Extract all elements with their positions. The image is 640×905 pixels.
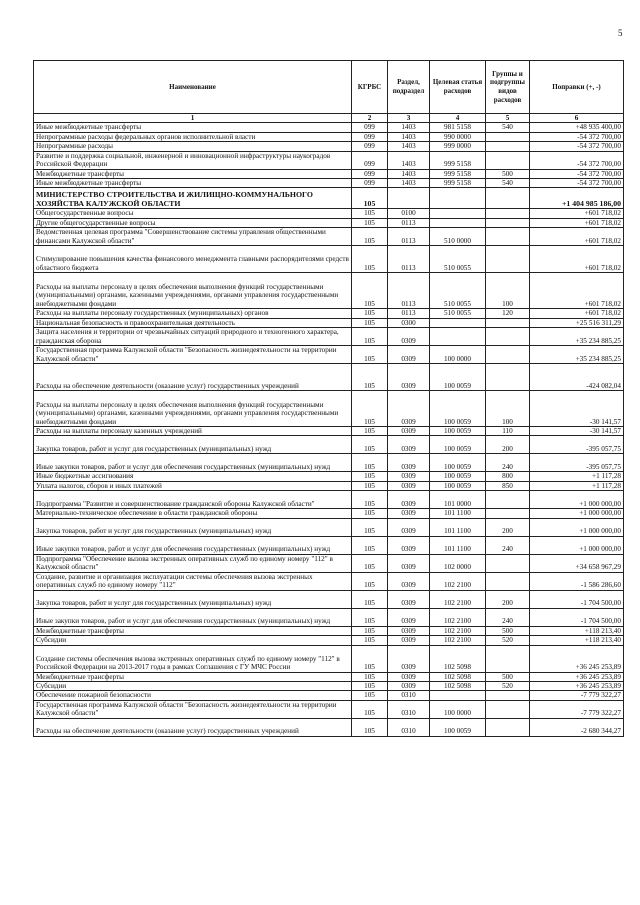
row-section: 1403 xyxy=(388,132,430,141)
row-name: Межбюджетные трансферты xyxy=(34,626,352,635)
header-ktrbs: КГРБС xyxy=(352,61,388,114)
table-row xyxy=(34,672,624,681)
row-name: Другие общегосударственные вопросы xyxy=(34,218,352,227)
row-group xyxy=(486,228,530,246)
row-amount: +1 000 000,00 xyxy=(530,509,624,518)
row-name: Закупка товаров, работ и услуг для государственных (муниципальных) нужд xyxy=(34,436,352,454)
table-header-row xyxy=(34,61,624,114)
row-ktrbs: 105 xyxy=(352,718,388,736)
table-row xyxy=(34,518,624,536)
table-row xyxy=(34,491,624,509)
table-row xyxy=(34,718,624,736)
row-amount: +601 718,02 xyxy=(530,209,624,218)
row-ktrbs: 105 xyxy=(352,472,388,481)
row-target: 102 5098 xyxy=(430,672,486,681)
row-amount: +1 117,28 xyxy=(530,481,624,490)
table-row xyxy=(34,454,624,472)
row-section: 0309 xyxy=(388,472,430,481)
row-section: 1403 xyxy=(388,123,430,132)
row-amount: -54 372 700,00 xyxy=(530,151,624,169)
table-row xyxy=(34,626,624,635)
row-ktrbs: 099 xyxy=(352,142,388,151)
row-section: 0113 xyxy=(388,309,430,318)
row-target: 999 5158 xyxy=(430,179,486,188)
row-section: 0310 xyxy=(388,700,430,718)
row-target: 100 0059 xyxy=(430,454,486,472)
row-name: Создание системы обеспечения вызова экстренных оперативных служб по единому номеру "112" в Российской Федерации на 2013-2017 годы в рамках Соглашения с ГУ МЧС России xyxy=(34,645,352,672)
row-ktrbs: 105 xyxy=(352,681,388,690)
row-name: Уплата налогов, сборов и иных платежей xyxy=(34,481,352,490)
table-row xyxy=(34,509,624,518)
row-amount: +36 245 253,89 xyxy=(530,645,624,672)
column-number: 5 xyxy=(486,114,530,123)
row-target: 101 1100 xyxy=(430,518,486,536)
row-ktrbs: 105 xyxy=(352,346,388,364)
row-name: Закупка товаров, работ и услуг для государственных (муниципальных) нужд xyxy=(34,590,352,608)
table-row xyxy=(34,427,624,436)
row-name: Подпрограмма "Обеспечение вызова экстренных оперативных служб по единому номеру "112" в Калужской области" xyxy=(34,554,352,572)
row-section: 0309 xyxy=(388,626,430,635)
row-name: Общегосударственные вопросы xyxy=(34,209,352,218)
row-amount: +601 718,02 xyxy=(530,246,624,273)
row-section: 0309 xyxy=(388,364,430,391)
row-section: 0113 xyxy=(388,246,430,273)
row-target: 102 2100 xyxy=(430,608,486,626)
row-section: 1403 xyxy=(388,179,430,188)
row-ktrbs: 105 xyxy=(352,536,388,554)
row-name: Закупка товаров, работ и услуг для государственных (муниципальных) нужд xyxy=(34,518,352,536)
row-group: 850 xyxy=(486,481,530,490)
row-name: Иные межбюджетные трансферты xyxy=(34,179,352,188)
row-section: 0310 xyxy=(388,691,430,700)
row-name: Расходы на выплаты персоналу в целях обеспечения выполнения функций государственными (муниципальными) органами, казенными учреждениями, органами управления государственными внебюджетными фондами xyxy=(34,273,352,309)
row-amount: -54 372 700,00 xyxy=(530,169,624,178)
table-row xyxy=(34,364,624,391)
row-amount: -7 779 322,27 xyxy=(530,700,624,718)
row-ktrbs: 105 xyxy=(352,672,388,681)
table-row xyxy=(34,318,624,327)
table-row xyxy=(34,691,624,700)
row-name: Расходы на обеспечение деятельности (оказание услуг) государственных учреждений xyxy=(34,718,352,736)
row-name: Развитие и поддержка социальной, инженерной и инновационной инфраструктуры наукоградов Российской Федерации xyxy=(34,151,352,169)
row-target: 100 0059 xyxy=(430,481,486,490)
row-amount: -54 372 700,00 xyxy=(530,142,624,151)
row-name: Государственная программа Калужской области "Безопасность жизнедеятельности на территории Калужской области" xyxy=(34,346,352,364)
row-name: Расходы на выплаты персоналу в целях обеспечения выполнения функций государственными (муниципальными) органами, казенными учреждениями, органами управления государственными внебюджетными фондами xyxy=(34,391,352,427)
table-row xyxy=(34,309,624,318)
table-row xyxy=(34,246,624,273)
row-target: 510 0000 xyxy=(430,228,486,246)
row-target: 102 5098 xyxy=(430,681,486,690)
table-row xyxy=(34,481,624,490)
row-section: 0309 xyxy=(388,681,430,690)
row-group: 540 xyxy=(486,179,530,188)
row-amount: -54 372 700,00 xyxy=(530,132,624,141)
table-row xyxy=(34,554,624,572)
row-name: Непрограммные расходы xyxy=(34,142,352,151)
row-group: 800 xyxy=(486,472,530,481)
row-ktrbs: 105 xyxy=(352,518,388,536)
column-number: 3 xyxy=(388,114,430,123)
table-row xyxy=(34,209,624,218)
row-name: Национальная безопасность и правоохранительная деятельность xyxy=(34,318,352,327)
row-ktrbs: 105 xyxy=(352,436,388,454)
row-name: МИНИСТЕРСТВО СТРОИТЕЛЬСТВА И ЖИЛИЩНО-КОММУНАЛЬНОГО ХОЗЯЙСТВА КАЛУЖСКОЙ ОБЛАСТИ xyxy=(34,188,352,209)
row-target: 100 0059 xyxy=(430,472,486,481)
row-amount: -7 779 322,27 xyxy=(530,691,624,700)
row-amount: +1 000 000,00 xyxy=(530,491,624,509)
row-group xyxy=(486,151,530,169)
table-row xyxy=(34,151,624,169)
row-amount: +48 935 400,00 xyxy=(530,123,624,132)
row-group xyxy=(486,188,530,209)
column-number: 1 xyxy=(34,114,352,123)
row-section: 1403 xyxy=(388,169,430,178)
row-group xyxy=(486,718,530,736)
header-amount: Поправки (+, -) xyxy=(530,61,624,114)
row-section: 0309 xyxy=(388,554,430,572)
row-group xyxy=(486,572,530,590)
table-row xyxy=(34,700,624,718)
row-group: 240 xyxy=(486,536,530,554)
row-target: 102 0000 xyxy=(430,554,486,572)
row-amount: -30 141,57 xyxy=(530,391,624,427)
column-number: 6 xyxy=(530,114,624,123)
row-amount: +36 245 253,89 xyxy=(530,672,624,681)
row-target: 102 2100 xyxy=(430,626,486,635)
row-group: 520 xyxy=(486,681,530,690)
row-name: Иные межбюджетные трансферты xyxy=(34,123,352,132)
row-name: Иные закупки товаров, работ и услуг для обеспечения государственных (муниципальных) нужд xyxy=(34,608,352,626)
row-group: 200 xyxy=(486,436,530,454)
row-name: Ведомственная целевая программа "Совершенствование системы управления общественными финансами Калужской области" xyxy=(34,228,352,246)
table-row xyxy=(34,142,624,151)
row-group: 100 xyxy=(486,391,530,427)
row-target xyxy=(430,328,486,346)
row-name: Субсидии xyxy=(34,636,352,645)
row-group: 500 xyxy=(486,169,530,178)
row-group xyxy=(486,246,530,273)
row-target: 981 5158 xyxy=(430,123,486,132)
row-name: Государственная программа Калужской области "Безопасность жизнедеятельности на территории Калужской области" xyxy=(34,700,352,718)
row-ktrbs: 099 xyxy=(352,151,388,169)
row-name: Защита населения и территории от чрезвычайных ситуаций природного и техногенного характера, гражданская оборона xyxy=(34,328,352,346)
row-section: 0300 xyxy=(388,318,430,327)
row-ktrbs: 105 xyxy=(352,691,388,700)
row-name: Непрограммные расходы федеральных органов исполнительной власти xyxy=(34,132,352,141)
row-ktrbs: 105 xyxy=(352,246,388,273)
row-ktrbs: 105 xyxy=(352,700,388,718)
row-section: 0309 xyxy=(388,590,430,608)
row-target xyxy=(430,209,486,218)
row-ktrbs: 105 xyxy=(352,391,388,427)
row-target: 102 2100 xyxy=(430,572,486,590)
table-row xyxy=(34,328,624,346)
row-group xyxy=(486,218,530,227)
row-section: 0309 xyxy=(388,518,430,536)
row-ktrbs: 105 xyxy=(352,364,388,391)
row-section: 0309 xyxy=(388,481,430,490)
row-amount: +35 234 885,25 xyxy=(530,328,624,346)
row-ktrbs: 105 xyxy=(352,590,388,608)
row-section: 0309 xyxy=(388,328,430,346)
row-ktrbs: 105 xyxy=(352,273,388,309)
header-target: Целевая статья расходов xyxy=(430,61,486,114)
row-group xyxy=(486,509,530,518)
row-group: 500 xyxy=(486,672,530,681)
table-row xyxy=(34,132,624,141)
row-amount: +1 404 985 186,00 xyxy=(530,188,624,209)
row-section: 1403 xyxy=(388,142,430,151)
row-ktrbs: 105 xyxy=(352,645,388,672)
row-ktrbs: 105 xyxy=(352,626,388,635)
row-section: 0113 xyxy=(388,273,430,309)
row-target: 990 0000 xyxy=(430,132,486,141)
row-amount: +1 117,28 xyxy=(530,472,624,481)
row-section: 0113 xyxy=(388,228,430,246)
row-section: 0309 xyxy=(388,427,430,436)
row-amount: +34 658 967,29 xyxy=(530,554,624,572)
table-row xyxy=(34,472,624,481)
row-name: Иные бюджетные ассигнования xyxy=(34,472,352,481)
table-row xyxy=(34,536,624,554)
row-name: Материально-техническое обеспечение в области гражданской обороны xyxy=(34,509,352,518)
table-row xyxy=(34,572,624,590)
table-row xyxy=(34,169,624,178)
row-target xyxy=(430,218,486,227)
row-section: 0310 xyxy=(388,718,430,736)
row-group xyxy=(486,318,530,327)
row-section: 0309 xyxy=(388,436,430,454)
row-name: Межбюджетные трансферты xyxy=(34,672,352,681)
column-number: 4 xyxy=(430,114,486,123)
row-ktrbs: 105 xyxy=(352,554,388,572)
row-group: 100 xyxy=(486,273,530,309)
row-target: 999 5158 xyxy=(430,151,486,169)
row-group: 200 xyxy=(486,518,530,536)
table-row xyxy=(34,123,624,132)
row-group xyxy=(486,132,530,141)
row-group xyxy=(486,346,530,364)
header-groups: Группы и подгруппы видов расходов xyxy=(486,61,530,114)
row-group: 500 xyxy=(486,626,530,635)
row-group xyxy=(486,209,530,218)
row-amount: +601 718,02 xyxy=(530,218,624,227)
row-target: 100 0000 xyxy=(430,346,486,364)
row-amount: +35 234 885,25 xyxy=(530,346,624,364)
row-group: 240 xyxy=(486,454,530,472)
row-amount: +1 000 000,00 xyxy=(530,518,624,536)
row-target: 510 0055 xyxy=(430,309,486,318)
row-group: 200 xyxy=(486,590,530,608)
row-amount: +118 213,40 xyxy=(530,626,624,635)
table-row xyxy=(34,636,624,645)
row-target: 510 0055 xyxy=(430,246,486,273)
row-name: Расходы на выплаты персоналу казенных учреждений xyxy=(34,427,352,436)
row-target xyxy=(430,318,486,327)
table-row xyxy=(34,218,624,227)
column-number-row xyxy=(34,114,624,123)
table-row xyxy=(34,608,624,626)
row-name: Стимулирование повышения качества финансового менеджмента главными распорядителями средств областного бюджета xyxy=(34,246,352,273)
row-section: 0309 xyxy=(388,608,430,626)
row-target: 101 1100 xyxy=(430,509,486,518)
row-group xyxy=(486,691,530,700)
row-ktrbs: 105 xyxy=(352,318,388,327)
row-target: 101 0000 xyxy=(430,491,486,509)
row-target: 100 0059 xyxy=(430,391,486,427)
row-amount: -2 680 344,27 xyxy=(530,718,624,736)
table-row xyxy=(34,346,624,364)
row-ktrbs: 099 xyxy=(352,132,388,141)
row-ktrbs: 105 xyxy=(352,454,388,472)
row-ktrbs: 099 xyxy=(352,123,388,132)
row-target: 999 5158 xyxy=(430,169,486,178)
page-number: 5 xyxy=(618,28,623,38)
row-section: 0309 xyxy=(388,636,430,645)
row-ktrbs: 105 xyxy=(352,491,388,509)
row-section: 0309 xyxy=(388,572,430,590)
row-section: 0113 xyxy=(388,218,430,227)
row-section: 0309 xyxy=(388,645,430,672)
row-section: 0309 xyxy=(388,672,430,681)
row-name: Межбюджетные трансферты xyxy=(34,169,352,178)
row-ktrbs: 105 xyxy=(352,481,388,490)
row-group: 540 xyxy=(486,123,530,132)
table-row xyxy=(34,590,624,608)
row-ktrbs: 105 xyxy=(352,427,388,436)
row-target: 510 0055 xyxy=(430,273,486,309)
column-number: 2 xyxy=(352,114,388,123)
row-name: Обеспечение пожарной безопасности xyxy=(34,691,352,700)
row-ktrbs: 105 xyxy=(352,228,388,246)
table-row xyxy=(34,391,624,427)
row-target: 999 0000 xyxy=(430,142,486,151)
row-target: 102 2100 xyxy=(430,590,486,608)
budget-amendments-table xyxy=(33,60,624,737)
row-section: 0309 xyxy=(388,454,430,472)
row-amount: -1 704 500,00 xyxy=(530,590,624,608)
row-amount: +118 213,40 xyxy=(530,636,624,645)
row-ktrbs: 105 xyxy=(352,509,388,518)
row-target: 100 0059 xyxy=(430,718,486,736)
header-name: Наименование xyxy=(34,61,352,114)
row-ktrbs: 105 xyxy=(352,309,388,318)
table-row xyxy=(34,273,624,309)
row-target xyxy=(430,691,486,700)
row-amount: -1 704 500,00 xyxy=(530,608,624,626)
row-name: Субсидии xyxy=(34,681,352,690)
row-group: 520 xyxy=(486,636,530,645)
row-name: Иные закупки товаров, работ и услуг для обеспечения государственных (муниципальных) нужд xyxy=(34,536,352,554)
row-group xyxy=(486,645,530,672)
row-amount: +601 718,02 xyxy=(530,309,624,318)
row-target: 102 5098 xyxy=(430,645,486,672)
row-section: 1403 xyxy=(388,151,430,169)
table-row xyxy=(34,645,624,672)
row-target: 101 1100 xyxy=(430,536,486,554)
row-amount: -424 082,04 xyxy=(530,364,624,391)
row-target: 100 0059 xyxy=(430,436,486,454)
row-group: 110 xyxy=(486,427,530,436)
row-target xyxy=(430,188,486,209)
row-section: 0100 xyxy=(388,209,430,218)
row-ktrbs: 105 xyxy=(352,636,388,645)
row-section: 0309 xyxy=(388,509,430,518)
header-section: Раздел, подраздел xyxy=(388,61,430,114)
row-amount: -395 057,75 xyxy=(530,454,624,472)
row-section: 0309 xyxy=(388,346,430,364)
row-ktrbs: 105 xyxy=(352,608,388,626)
row-ktrbs: 105 xyxy=(352,218,388,227)
table-row xyxy=(34,436,624,454)
row-amount: +1 000 000,00 xyxy=(530,536,624,554)
row-name: Расходы на выплаты персоналу государственных (муниципальных) органов xyxy=(34,309,352,318)
row-group: 120 xyxy=(486,309,530,318)
row-amount: -54 372 700,00 xyxy=(530,179,624,188)
table-row xyxy=(34,228,624,246)
row-amount: +601 718,02 xyxy=(530,228,624,246)
table-body xyxy=(34,123,624,736)
row-section xyxy=(388,188,430,209)
row-section: 0309 xyxy=(388,536,430,554)
row-amount: +601 718,02 xyxy=(530,273,624,309)
row-group xyxy=(486,328,530,346)
row-name: Иные закупки товаров, работ и услуг для обеспечения государственных (муниципальных) нужд xyxy=(34,454,352,472)
row-ktrbs: 105 xyxy=(352,209,388,218)
row-section: 0309 xyxy=(388,491,430,509)
row-target: 100 0059 xyxy=(430,427,486,436)
row-section: 0309 xyxy=(388,391,430,427)
row-amount: -1 586 286,60 xyxy=(530,572,624,590)
row-amount: -395 057,75 xyxy=(530,436,624,454)
table-row xyxy=(34,188,624,209)
row-name: Создание, развитие и организация эксплуатации системы обеспечения вызова экстренных оперативных служб по единому номеру "112" xyxy=(34,572,352,590)
row-group: 240 xyxy=(486,608,530,626)
row-target: 102 2100 xyxy=(430,636,486,645)
row-ktrbs: 105 xyxy=(352,572,388,590)
row-target: 100 0000 xyxy=(430,700,486,718)
row-group xyxy=(486,364,530,391)
table-row xyxy=(34,179,624,188)
row-group xyxy=(486,554,530,572)
table-row xyxy=(34,681,624,690)
row-ktrbs: 105 xyxy=(352,328,388,346)
row-ktrbs: 099 xyxy=(352,169,388,178)
row-amount: +25 516 311,29 xyxy=(530,318,624,327)
row-name: Подпрограмма "Развитие и совершенствование гражданской обороны Калужской области" xyxy=(34,491,352,509)
row-ktrbs: 105 xyxy=(352,188,388,209)
row-ktrbs: 099 xyxy=(352,179,388,188)
row-group xyxy=(486,700,530,718)
row-group xyxy=(486,142,530,151)
row-amount: +36 245 253,89 xyxy=(530,681,624,690)
row-group xyxy=(486,491,530,509)
row-target: 100 0059 xyxy=(430,364,486,391)
row-name: Расходы на обеспечение деятельности (оказание услуг) государственных учреждений xyxy=(34,364,352,391)
row-amount: -30 141,57 xyxy=(530,427,624,436)
